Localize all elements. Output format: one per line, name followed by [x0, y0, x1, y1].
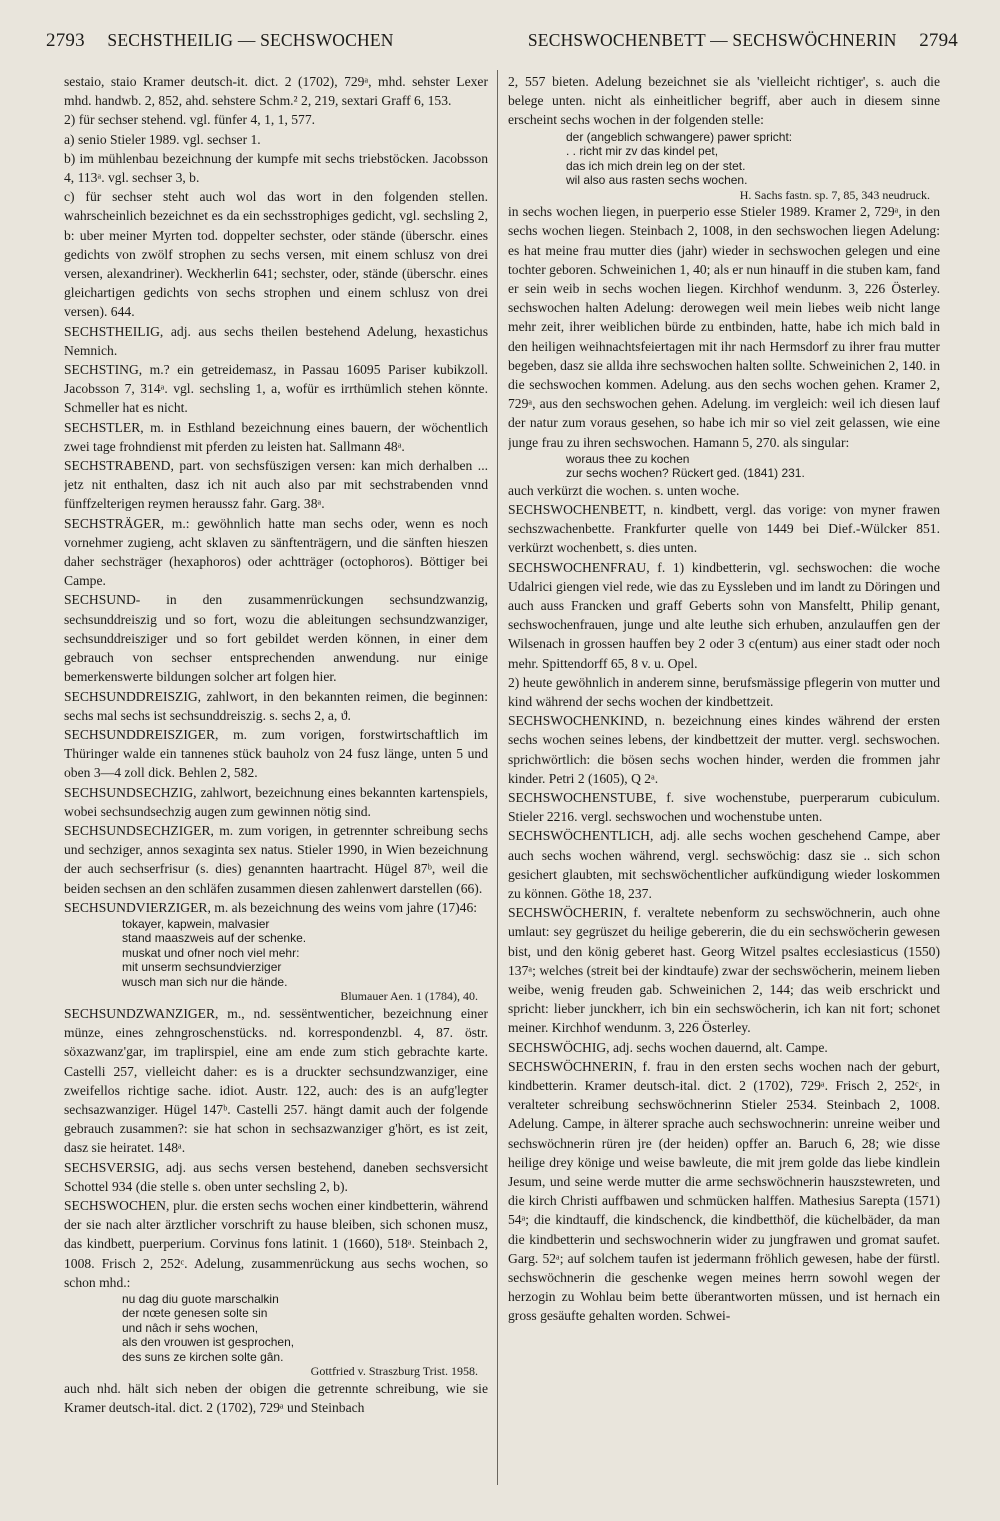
entry-paragraph: SECHSUNDSECHZIG, zahlwort, bezeichnung eines bekannten kartenspiels, wobei sechsundsechzig augen zum gewinnen nötig sind. — [64, 784, 488, 819]
quote-line: muskat und ofner noch viel mehr: — [122, 945, 300, 960]
right-column — [508, 72, 940, 1483]
quote-line: wusch man sich nur die hände. — [122, 974, 288, 989]
entry-paragraph: sestaio, staio Kramer deutsch-it. dict. 2 (1702), 729ᵃ, mhd. sehster Lexer mhd. handwb. 2, 852, ahd. sehstere Schm.² 2, 219, sextari Graff 6, 153. — [64, 74, 488, 109]
entry-paragraph: in sechs wochen liegen, in puerperio esse Stieler 1989. Kramer 2, 729ᵃ, in den sechs wochen liegen. Steinbach 2, 1008, in den sechswochen liegen Adelung: es hat meine frau mutter dies (jahr) wieder in sechswochen gelegen und eine tochter geboren. Schweinichen 1, 40; als er nun hinauff in die stuben kam, fand er sein weib in sechs wochen liegen. Kirchhof wendunm. 3, 226 Österley. sechswochen halten Adelung: derowegen weil mein liebes weib nicht lange mehr zeit, ihrer weiblichen bürde zu entbinden, hatte, habe ich mich bald in den heiligen weihnachtsfeiertagen mit ihr nach Hermsdorf zu ihrer frau mutter begeben, dasz sie allda ihre sechswochen halten sollte. Schweinichen 2, 140. in die sechswochen kommen. Adelung. aus den sechs wochen gehen. Kramer 2, 729ᵃ, aus den sechswochen gehen. Adelung. im vergleich: weil ich diesen lauf der natur zum vorаus gesehen, so habe ich mir so viel zeit gelassen, wie eine junge frau zu ihren sechswochen. Hamann 5, 270. als singular: — [508, 204, 940, 450]
quote-source: Gottfried v. Straszburg Trist. 1958. — [310, 1364, 478, 1379]
entry-paragraph: auch nhd. hält sich neben der obigen die getrennte schreibung, wie sie Kramer deutsch-ital. dict. 2 (1702), 729ᵃ und Steinbach — [64, 1380, 488, 1416]
quote-line: mit unserm sechsundvierziger — [122, 960, 282, 975]
right-page-header — [510, 30, 958, 60]
entry-paragraph: SECHSTLER, m. in Esthland bezeichnung eines bauern, der wöchentlich zwei tage frohndienst mit pferden zu leisten hat. Sallmann 48ᵃ. — [64, 419, 488, 454]
quote-source: H. Sachs fastn. sp. 7, 85, 343 neudruck. — [739, 187, 930, 202]
entry-paragraph: SECHSWÖCHNERIN, f. frau in den ersten sechs wochen nach der geburt, kindbetterin. Kramer deutsch-ital. dict. 2 (1702), 729ᵃ. Frisch 2, 252ᶜ, in veralteter schreibung sechswöchnerinn Stieler 2534. Steinbach 2, 1008. Adelung. Campe, in älterer sprache auch sechswochnerin: unreine weiber und sechswöchnerin rüren jre (der heiden) opffer an. Baruch 6, 28; wie disse heilige drey könige und weise bawleute, die mit jrem golde das liebe kindlein Jesum, und seine werde mutter die arme sechswöchnerin hauszstewreten, und die kirch Christi auffbawen und schmücken halffen. Mathesius Sarepta (1571) 54ᵃ; die kindtauff, die kindschenck, die kindbetthöf, die küchelbäder, da man die kindbetterin und sechswochnerin wider zu jungfrawen und gromat saufet. Garg. 52ᵃ; auf solchem taufen ist jedermann fröhlich gewesen, habe der fürstl. sechswöchnerin die geschenke wegen meines herrn sowohl wegen der herzogin zu Wohlau beim bette überantworten müssen, und ist hernach ein gross gesäufte gehalten worden. Schwei- — [508, 1058, 940, 1324]
entry-paragraph: 2) für sechser stehend. vgl. fünfer 4, 1, 1, 577. — [64, 112, 316, 128]
left-page-header — [46, 30, 486, 60]
entry-paragraph: SECHSTHEILIG, adj. aus sechs theilen bestehend Adelung, hexastichus Nemnich. — [64, 323, 488, 358]
quote-line: der nœte genesen solte sin — [122, 1306, 268, 1321]
entry-paragraph: SECHSWOCHENFRAU, f. 1) kindbetterin, vgl. sechswochen: die woche Udalrici giengen viel rede, wie das zu Eyssleben und im landt zu Döringen und auch auss Francken und graff Geberts sohn von Mansfeltt, Philip genant, sechswochenfrauen, junge und alte leuthe sich erhuben, anzulauffen gen der Wilsenach in grossen hauffen bey 2 oder 3 c(entum) aus einer stadt oder noch mehr. Spittendorff 65, 8 v. u. Opel. — [508, 559, 940, 671]
entry-paragraph: SECHSWOCHEN, plur. die ersten sechs wochen einer kindbetterin, während der sie nach alter ärztlicher vorschrift zu hause bleiben, sich schonen musz, das kindbett, puerperium. Corvinus fons latinit. 1 (1660), 518ᵃ. Steinbach 2, 1008. Frisch 2, 252ᶜ. Adelung, zusammenrückung aus sechs wochen, so schon mhd.: — [64, 1197, 488, 1290]
quote-line: wil also aus rasten sechs wochen. — [566, 173, 748, 188]
entry-paragraph: 2) heute gewöhnlich in anderem sinne, berufsmässige pflegerin von mutter und kind während der sechs wochen der kindbettzeit. — [508, 674, 940, 709]
entry-paragraph: SECHSVERSIG, adj. aus sechs versen bestehend, daneben sechsversicht Schottel 934 (die stelle s. oben unter sechsling 2, b). — [64, 1159, 488, 1194]
quote-source: Blumauer Aen. 1 (1784), 40. — [340, 989, 478, 1004]
quote-line: als den vrouwen ist gesprochen, — [122, 1335, 295, 1350]
quote-line: stand maaszweis auf der schenke. — [122, 931, 307, 946]
quote-line: das ich mich drein leg on der stet. — [566, 158, 746, 173]
quote-line: woraus thee zu kochen — [566, 451, 690, 466]
entry-paragraph: SECHSUNDSECHZIGER, m. zum vorigen, in getrennter schreibung sechs und sechziger, annos sexaginta sex natus. Stieler 1990, in Wien bezeichnung der auch sechserfrisur (s. dies) genannten haartracht. Hügel 87ᵇ, weil die beiden sechsen an den schläfen zusammen diesen zahlenwert darstellen (66). — [64, 822, 488, 896]
entry-paragraph: SECHSUNDZWANZIGER, m., nd. sessëntwenticher, bezeichnung einer münze, eines zehngroschenstücks. nd. korrespondenzbl. 4, 87. östr. söxazwanz'gar, im traplirspiel, eine am ende zum stich gebrachte karte. Castelli 257, vielleicht daher: es is a druckter sechsundzwanziger, eine zweifellos richtige sache. idiot. Austr. 122, auch: des is an aufg'legter sechsazwanziger. Hügel 147ᵇ. Castelli 257. hängt damit auch der folgende gebrauch zusammen?: sie hat schon in sechsazwanziger g'hört, es ist zeit, dasz sie heiratet. 148ᵃ. — [64, 1005, 488, 1156]
entry-paragraph: SECHSWÖCHERIN, f. veraltete nebenform zu sechswöchnerin, auch ohne umlaut: sey gegrüszet du heilige gebererin, die du ein sechswöcherin gewesen bist, und den könig geberet hast. Georg Witzel psaltes ecclesiasticus (1550) 137ᵃ; welches (streit bei der kindtaufe) zwar der sechswöcherin, meinem lieben weibe, wenig freuden gab. Schweinichen 2, 144; das weib erschrickt und spricht: lieber junckherr, ich bin ein sechswöcherin, ich kan nit fort; schonet meiner. Kirchhof wendunm. 3, 226 Österley. — [508, 905, 940, 1036]
entry-paragraph: SECHSTRÄGER, m.: gewöhnlich hatte man sechs oder, wenn es noch vornehmer zugieng, acht sklaven zu sänftenträgern, und die sänften hieszen daher sechsträger (hexaphoros) oder achtträger (octophoros). Böttiger bei Campe. — [64, 515, 488, 589]
left-column — [64, 72, 488, 1483]
entry-paragraph: SECHSUNDDREISZIGER, m. zum vorigen, forstwirtschaftlich im Thüringer walde ein tannenes stück bauholz von 24 fusz länge, unten 5 und oben 3—4 zoll dick. Behlen 2, 582. — [64, 726, 488, 781]
entry-paragraph: SECHSUND- in den zusammenrückungen sechsundzwanzig, sechsunddreiszig und so fort, wozu die ableitungen sechsundzwanziger, sechsunddreisziger und so fort gebildet werden können, in einer dem gebrauch von sechser entsprechenden anwendung. nur einige bemerkenswerte bildungen solcher art folgen hier. — [64, 592, 488, 685]
left-running-title: SECHSTHEILIG — SECHSWOCHEN — [107, 30, 394, 50]
left-page-number: 2793 — [46, 30, 85, 51]
entry-paragraph: SECHSTRABEND, part. von sechsfüszigen versen: kan mich derhalben ... jetz nit enthalten, dasz ich nit auch also par mit sechstrabenden vnnd fünffzelterigen reymen heraussz fahr. Garg. 38ᵃ. — [64, 458, 488, 512]
entry-paragraph: SECHSWÖCHENTLICH, adj. alle sechs wochen geschehend Campe, aber auch sechs wochen während, vergl. sechswöchig: dasz sie .. sich schon gesichert glaubten, mit sechswöchentlicher aufkündigung wieder loskommen zu können. Göthe 18, 237. — [508, 828, 940, 902]
right-page-number: 2794 — [919, 30, 958, 51]
entry-paragraph: c) für sechser steht auch wol das wort in den folgenden stellen. wahrscheinlich bezeichnet es da ein sechsstrophiges gedicht, vgl. sechsling 2, b: uber meiner Myrten tod. doppelter sechster, oder stände (überschr. eines gedichts von zwölf strophen zu sechs versen, mit einem schlusz von drei versen, alexandriner). Weckherlin 641; sechster, oder, stände (überschr. eines gleichartigen gedichts von sechs strophen und einem schlusz von drei versen). 644. — [64, 189, 488, 320]
quote-line: und nâch ir sehs wochen, — [122, 1320, 259, 1335]
entry-paragraph: SECHSWOCHENBETT, n. kindbett, vergl. das vorige: von myner frawen sechszwachenbette. Frankfurter quelle von 1449 bei Dief.-Wülcker 851. verkürzt wochenbett, s. dies unten. — [508, 501, 940, 556]
quote-line: des suns ze kirchen solte gân. — [122, 1349, 284, 1364]
entry-paragraph: SECHSUNDDREISZIG, zahlwort, in den bekannten reimen, die beginnen: sechs mal sechs ist sechsunddreiszig. s. sechs 2, a, ϑ. — [64, 688, 488, 723]
entry-paragraph: SECHSWOCHENSTUBE, f. sive wochenstube, puerperarum cubiculum. Stieler 2216. vergl. sechswochen und wochenstube unten. — [508, 790, 940, 825]
column-divider — [497, 70, 498, 1485]
entry-paragraph: SECHSTING, m.? ein getreidemasz, in Passau 16095 Pariser kubikzoll. Jacobsson 7, 314ᵃ. vgl. sechsling 1, a, wofür es irrthümlich stehen könnte. Schmeller hat es nicht. — [64, 362, 488, 416]
quote-line: der (angeblich schwangere) pawer spricht: — [566, 129, 793, 144]
entry-paragraph: b) im mühlenbau bezeichnung der kumpfe mit sechs triebstöcken. Jacobsson 4, 113ᵃ. vgl. sechser 3, b. — [64, 150, 488, 186]
entry-paragraph: 2, 557 bieten. Adelung bezeichnet sie als 'vielleicht richtiger', s. auch die belege unten. nicht als einheitlicher begriff, aber auch in diesem sinne erscheint sechs wochen in der folgenden stelle: — [508, 74, 940, 128]
entry-paragraph: SECHSWOCHENKIND, n. bezeichnung eines kindes während der ersten sechs wochen seines lebens, der kindbettzeit der mutter. vergl. sechswochen. sprichwörtlich: die bösen sechs wochen hinder, werden die frommen jahr kinder. Petri 2 (1605), Q 2ᵃ. — [508, 713, 940, 786]
entry-paragraph: auch verkürzt die wochen. s. unten woche. — [508, 482, 740, 498]
entry-paragraph: SECHSUNDVIERZIGER, m. als bezeichnung des weins vom jahre (17)46: — [64, 899, 478, 915]
right-running-title: SECHSWOCHENBETT — SECHSWÖCHNERIN — [527, 30, 897, 50]
quote-line: tokayer, kapwein, malvasier — [122, 916, 270, 931]
entry-paragraph: SECHSWÖCHIG, adj. sechs wochen dauernd, alt. Campe. — [508, 1039, 828, 1055]
quote-line: nu dag diu guote marschalkin — [122, 1291, 279, 1306]
entry-paragraph: a) senio Stieler 1989. vgl. sechser 1. — [64, 131, 261, 147]
quote-line: zur sechs wochen? Rückert ged. (1841) 231. — [566, 466, 805, 481]
quote-line: . . richt mir zv das kindel pet, — [566, 144, 719, 159]
